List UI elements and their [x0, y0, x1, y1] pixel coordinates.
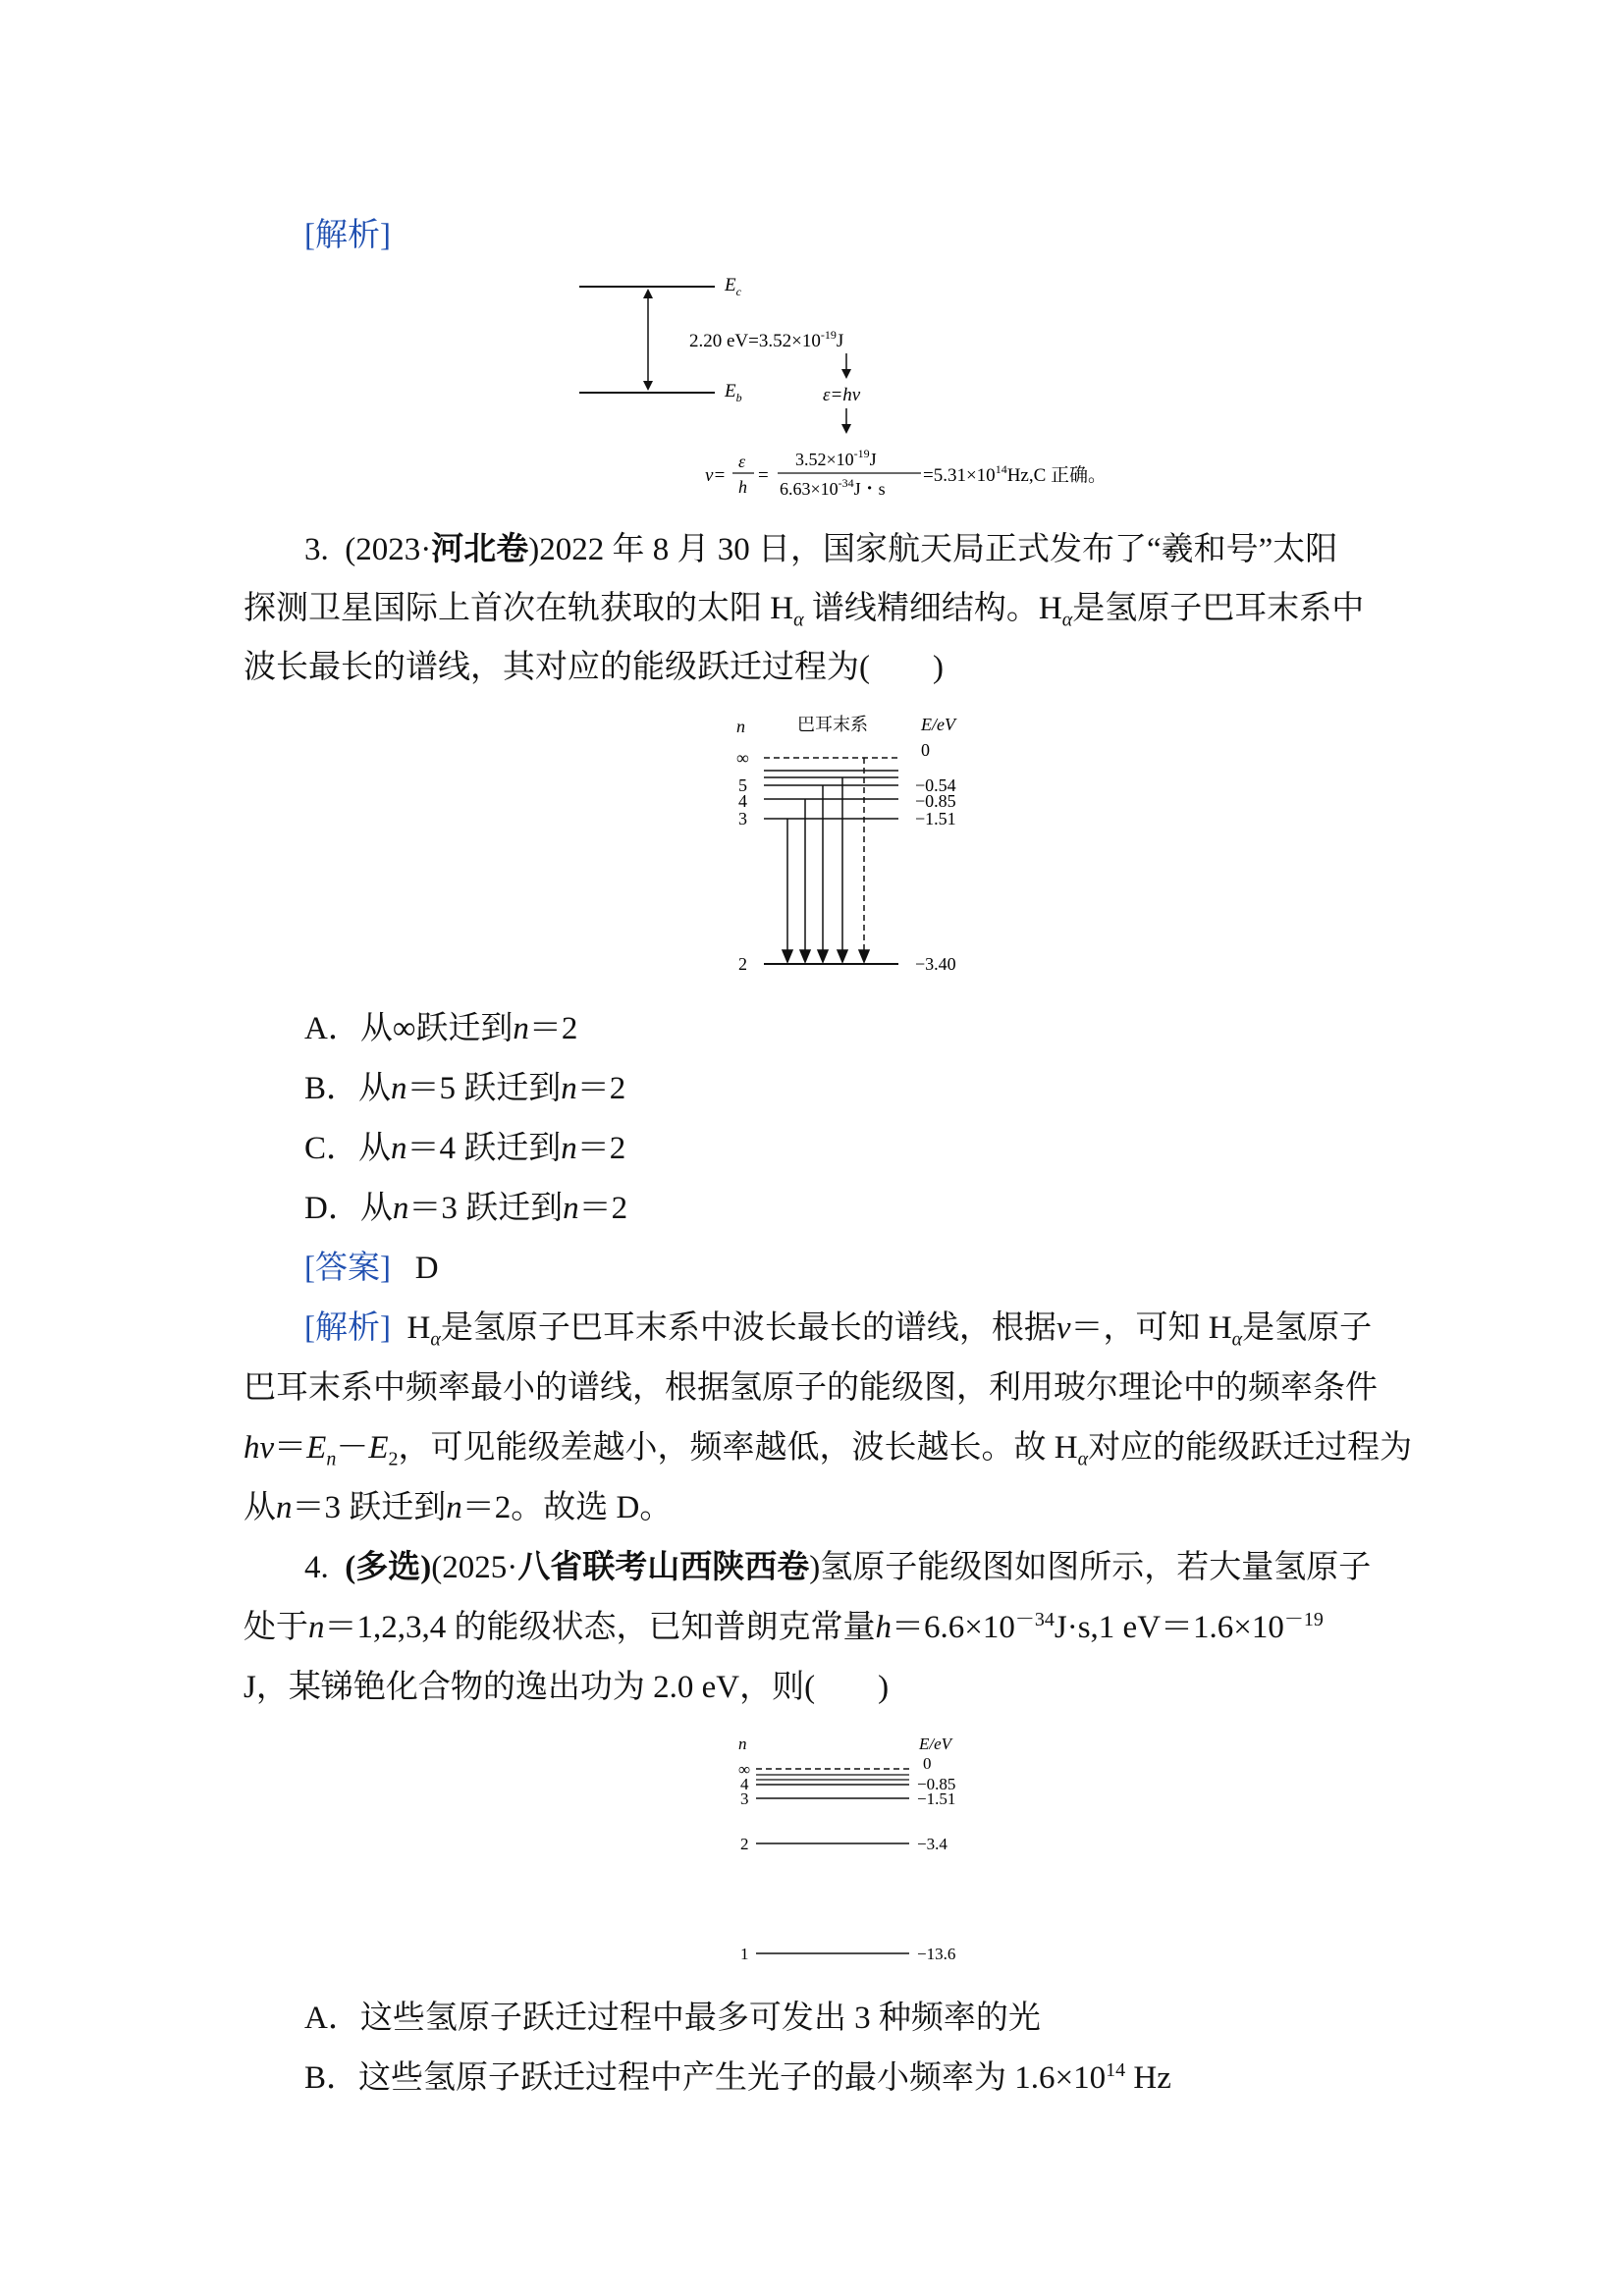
solution-label: [解析]: [304, 218, 391, 253]
q3-solution-line-3: $h\nu=E_n-E_2$，可见能级差越小，频率越低，波长越长。故 $H_\alpha$对应的能级跃迁过程为: [244, 1430, 1413, 1470]
svg-text:2: 2: [738, 954, 747, 974]
svg-text:6.63×10-34J・s: $6.63\times 10^{-34}J$・s: [780, 476, 886, 499]
level-labels: [736, 740, 956, 974]
q3-source: 河北卷: [431, 532, 529, 567]
transition-arrows: [783, 758, 869, 962]
svg-text:−1.51: −1.51: [917, 1789, 956, 1808]
svg-text:3: 3: [740, 1789, 749, 1808]
q3-line-1: 3. (2023·河北卷)2022 年 8 月 30 日，国家航天局正式发布了“羲和号”太阳: [304, 532, 1338, 567]
svg-text:3.52×10-19J: $3.52\times 10^{-19}J$: [795, 447, 877, 469]
figure-title: 巴耳末系: [797, 715, 868, 734]
q3-line-3: 波长最长的谱线，其对应的能级跃迁过程为( ): [244, 650, 944, 685]
svg-text:0: 0: [921, 740, 930, 760]
svg-text:−13.6: −13.6: [917, 1945, 956, 1963]
down-arrow-1: [841, 369, 851, 379]
q4-line-2: 处于n＝1,2,3,4 的能级状态，已知普朗克常量$h=6.6\times 10^{-34}J\cdot s,1$ $eV=1.6\times 10^{-19}$: [244, 1609, 1324, 1645]
svg-text:−0.54: −0.54: [915, 775, 956, 795]
n-axis-label: n: [736, 717, 745, 736]
balmer-series-figure: [727, 709, 1001, 982]
down-arrow-2: [841, 424, 851, 434]
frequency-formula: [705, 447, 1107, 499]
energy-gap-figure: [569, 265, 1159, 501]
e-axis-label-2: E/eV: [919, 1735, 952, 1753]
q3-option-b: B．从n＝5 跃迁到n＝2: [304, 1071, 626, 1106]
svg-text:h: h: [738, 477, 747, 497]
gap-value: 2.20 $eV=3.52\times 10^{-19}J$: [689, 328, 844, 351]
svg-text:4: 4: [738, 791, 747, 811]
q4-source: 八省联考山西陕西卷: [517, 1550, 810, 1585]
svg-text:4: 4: [740, 1775, 749, 1793]
eb-label: $E_b$: [725, 381, 742, 404]
svg-text:ν=: ν=: [705, 465, 727, 486]
e-axis-label: E/eV: [921, 715, 955, 734]
q3-option-c: C．从n＝4 跃迁到n＝2: [304, 1131, 626, 1166]
svg-text:1: 1: [740, 1945, 749, 1963]
q3-solution-line-2: 巴耳末系中频率最小的谱线，根据氢原子的能级图，利用玻尔理论中的频率条件: [244, 1370, 1378, 1406]
q3-solution-line-1: [解析] $H_\alpha$是氢原子巴耳末系中波长最长的谱线，根据ν＝，可知 $H_\alpha$是氢原子: [304, 1310, 1373, 1351]
q3-option-d: D．从n＝3 跃迁到n＝2: [304, 1191, 628, 1226]
q3-line-2: 探测卫星国际上首次在轨获取的太阳 $H_\alpha$ 谱线精细结构。$H_\alpha$是氢原子巴耳末系中: [244, 591, 1365, 631]
level-labels-2: [738, 1754, 955, 1963]
q4-line-1: 4. (多选)(2025·八省联考山西陕西卷)氢原子能级图如图所示，若大量氢原子: [304, 1550, 1372, 1585]
svg-text:−0.85: −0.85: [917, 1775, 956, 1793]
q4-tag: (多选): [345, 1550, 432, 1585]
svg-text:=5.31×1014Hz,C 正确。: $=5.31\times 10^{14}Hz,C$ 正确。: [923, 462, 1108, 486]
svg-text:−3.4: −3.4: [917, 1835, 947, 1853]
svg-text:3: 3: [738, 809, 747, 828]
svg-text:5: 5: [738, 775, 747, 795]
q3-option-a: A．从∞跃迁到n＝2: [304, 1011, 578, 1046]
svg-text:=: =: [758, 465, 769, 486]
svg-text:ε: ε: [738, 452, 746, 471]
svg-text:−0.85: −0.85: [915, 791, 956, 811]
q3-solution-line-4: 从n＝3 跃迁到n＝2。故选 D。: [244, 1490, 673, 1525]
svg-text:−3.40: −3.40: [915, 954, 956, 974]
svg-text:∞: ∞: [736, 748, 749, 768]
svg-text:∞: ∞: [738, 1760, 751, 1779]
n-axis-label-2: n: [738, 1735, 747, 1753]
q4-option-a: A．这些氢原子跃迁过程中最多可发出 3 种频率的光: [304, 2001, 1041, 2036]
answer-label: [答案]: [304, 1251, 391, 1286]
epsilon-eq: ε=hν: [823, 385, 861, 405]
q4-option-b: B．这些氢原子跃迁过程中产生光子的最小频率为 $1.6\times 10^{14}$ Hz: [304, 2059, 1171, 2096]
solution-label-2: [解析]: [304, 1310, 391, 1346]
q4-line-3: J，某锑铯化合物的逸出功为 2.0 eV，则( ): [244, 1670, 890, 1705]
svg-text:−1.51: −1.51: [915, 809, 956, 828]
svg-text:0: 0: [923, 1754, 932, 1773]
hydrogen-levels-figure: [727, 1728, 992, 1973]
ec-label: $E_c$: [725, 275, 741, 298]
q3-answer: [答案] D: [304, 1251, 439, 1286]
svg-text:2: 2: [740, 1835, 749, 1853]
